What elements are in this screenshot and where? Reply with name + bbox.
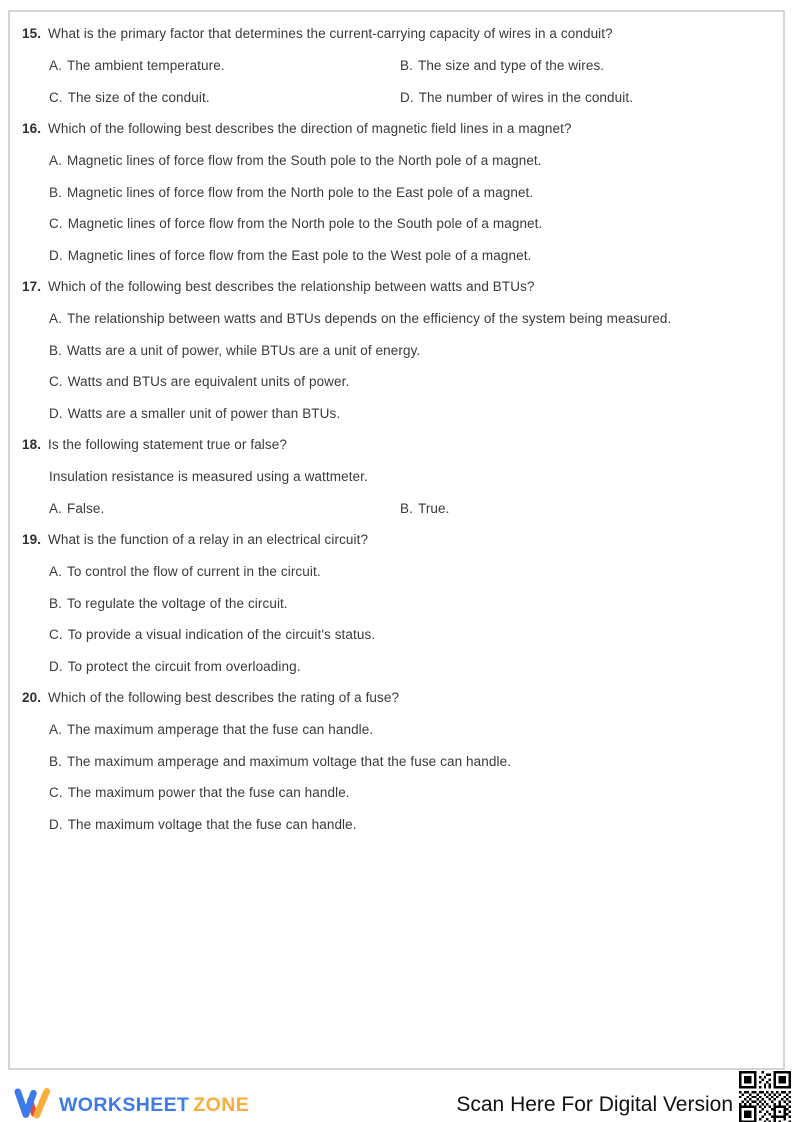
option-label: B. bbox=[400, 500, 413, 516]
option-row bbox=[49, 374, 765, 390]
option-label: D. bbox=[49, 247, 63, 263]
worksheetzone-w-icon bbox=[14, 1088, 52, 1122]
option-row bbox=[49, 754, 765, 770]
scan-here-text: Scan Here For Digital Version bbox=[456, 1093, 733, 1116]
option-c bbox=[49, 216, 542, 232]
option-text: The maximum power that the fuse can handle. bbox=[67, 785, 350, 800]
option-c bbox=[49, 627, 375, 643]
option-label: B. bbox=[49, 595, 62, 611]
option-d bbox=[400, 90, 633, 106]
option-text: The size of the conduit. bbox=[67, 89, 210, 105]
option-text: To regulate the voltage of the circuit. bbox=[66, 595, 288, 611]
question-text: Which of the following best describes the rating of a fuse? bbox=[48, 690, 400, 705]
option-a bbox=[49, 722, 373, 738]
option-a bbox=[49, 58, 400, 74]
option-text: To provide a visual indication of the circuit's status. bbox=[67, 627, 376, 642]
option-text: Watts are a unit of power, while BTUs are a unit of energy. bbox=[66, 342, 421, 358]
option-label: C. bbox=[49, 89, 63, 105]
option-label: A. bbox=[49, 564, 62, 579]
question-header bbox=[22, 690, 765, 706]
statement-text: Insulation resistance is measured using a wattmeter. bbox=[49, 469, 368, 484]
question-17 bbox=[22, 279, 765, 422]
option-row bbox=[49, 596, 765, 612]
option-row bbox=[49, 153, 765, 169]
option-label: B. bbox=[49, 753, 62, 769]
question-number: 17. bbox=[22, 279, 42, 294]
option-label: A. bbox=[49, 722, 62, 737]
question-number: 15. bbox=[22, 26, 42, 41]
worksheet-page bbox=[8, 10, 785, 1070]
option-a bbox=[49, 501, 400, 517]
option-label: C. bbox=[49, 216, 63, 231]
question-text: What is the primary factor that determines the current-carrying capacity of wires in a conduit? bbox=[48, 26, 613, 41]
question-19 bbox=[22, 532, 765, 675]
option-text: The maximum amperage and maximum voltage that the fuse can handle. bbox=[66, 753, 512, 769]
option-text: Watts are a smaller unit of power than BTUs. bbox=[67, 405, 341, 421]
option-row bbox=[49, 627, 765, 643]
option-text: True. bbox=[417, 500, 450, 516]
option-label: B. bbox=[400, 58, 413, 73]
option-d bbox=[49, 248, 531, 264]
option-row bbox=[49, 216, 765, 232]
option-d bbox=[49, 406, 340, 422]
option-text: Magnetic lines of force flow from the North pole to the South pole of a magnet. bbox=[67, 216, 543, 231]
option-b bbox=[49, 185, 533, 201]
option-text: To protect the circuit from overloading. bbox=[67, 658, 301, 674]
option-text: The relationship between watts and BTUs depends on the efficiency of the system being measured. bbox=[66, 311, 672, 326]
question-18 bbox=[22, 437, 765, 517]
option-label: C. bbox=[49, 785, 63, 800]
option-row bbox=[49, 564, 765, 580]
question-header bbox=[22, 121, 765, 137]
option-row bbox=[49, 406, 765, 422]
option-label: A. bbox=[49, 311, 62, 326]
question-number: 20. bbox=[22, 690, 42, 705]
question-number: 18. bbox=[22, 437, 42, 452]
option-label: A. bbox=[49, 153, 62, 168]
option-c bbox=[49, 374, 349, 390]
option-a bbox=[49, 564, 321, 580]
worksheetzone-logo bbox=[14, 1088, 249, 1122]
question-text: What is the function of a relay in an electrical circuit? bbox=[48, 532, 369, 547]
option-text: The ambient temperature. bbox=[66, 58, 225, 73]
option-row bbox=[49, 311, 765, 327]
option-d bbox=[49, 817, 357, 833]
question-header bbox=[22, 437, 765, 453]
option-row bbox=[49, 501, 765, 517]
option-b bbox=[400, 58, 604, 74]
option-c bbox=[49, 785, 350, 801]
option-text: The number of wires in the conduit. bbox=[418, 89, 634, 105]
option-b bbox=[49, 754, 511, 770]
option-row bbox=[49, 343, 765, 359]
option-row bbox=[49, 248, 765, 264]
option-label: A. bbox=[49, 58, 62, 73]
option-b bbox=[49, 343, 420, 359]
brand-word-worksheet: WORKSHEET bbox=[59, 1093, 190, 1116]
question-header bbox=[22, 532, 765, 548]
question-15 bbox=[22, 26, 765, 106]
option-b bbox=[49, 596, 288, 612]
option-a bbox=[49, 153, 542, 169]
option-label: C. bbox=[49, 627, 63, 642]
option-label: D. bbox=[400, 89, 414, 105]
option-label: D. bbox=[49, 816, 63, 832]
brand-word-zone: ZONE bbox=[193, 1093, 250, 1116]
option-label: B. bbox=[49, 342, 62, 358]
question-16 bbox=[22, 121, 765, 264]
brand-wordmark bbox=[59, 1094, 249, 1117]
option-text: The size and type of the wires. bbox=[417, 58, 605, 73]
question-text: Which of the following best describes the direction of magnetic field lines in a magnet? bbox=[48, 121, 572, 136]
option-text: Magnetic lines of force flow from the East pole to the West pole of a magnet. bbox=[67, 247, 532, 263]
option-text: Watts and BTUs are equivalent units of power. bbox=[67, 374, 350, 389]
option-text: Magnetic lines of force flow from the North pole to the East pole of a magnet. bbox=[66, 184, 534, 200]
question-number: 16. bbox=[22, 121, 42, 136]
option-b bbox=[400, 501, 449, 517]
option-label: D. bbox=[49, 405, 63, 421]
option-a bbox=[49, 311, 671, 327]
option-label: A. bbox=[49, 500, 62, 516]
option-row bbox=[49, 817, 765, 833]
option-row bbox=[49, 58, 765, 74]
option-d bbox=[49, 659, 301, 675]
option-text: False. bbox=[66, 500, 105, 516]
option-text: Magnetic lines of force flow from the South pole to the North pole of a magnet. bbox=[66, 153, 542, 168]
option-row bbox=[49, 185, 765, 201]
question-20 bbox=[22, 690, 765, 833]
question-header bbox=[22, 279, 765, 295]
option-row bbox=[49, 722, 765, 738]
question-header bbox=[22, 26, 765, 42]
option-text: The maximum amperage that the fuse can handle. bbox=[66, 722, 374, 737]
option-row bbox=[49, 659, 765, 675]
option-row bbox=[49, 90, 765, 106]
question-number: 19. bbox=[22, 532, 42, 547]
option-row bbox=[49, 785, 765, 801]
option-label: B. bbox=[49, 184, 62, 200]
option-label: C. bbox=[49, 374, 63, 389]
qr-code bbox=[739, 1071, 791, 1122]
option-c bbox=[49, 90, 400, 106]
option-text: The maximum voltage that the fuse can handle. bbox=[67, 816, 357, 832]
question-text: Which of the following best describes the relationship between watts and BTUs? bbox=[48, 279, 535, 294]
option-label: D. bbox=[49, 658, 63, 674]
question-text: Is the following statement true or false? bbox=[48, 437, 287, 452]
option-text: To control the flow of current in the circuit. bbox=[66, 564, 321, 579]
